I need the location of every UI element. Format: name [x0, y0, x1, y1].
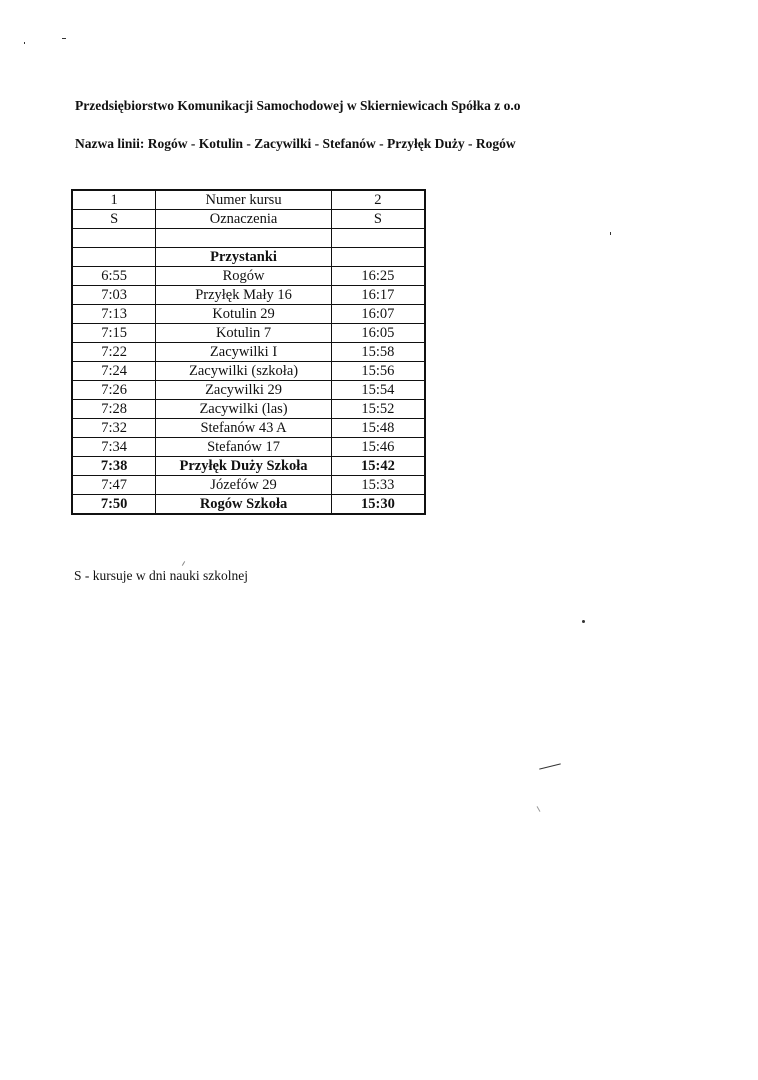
stops-heading-row [72, 248, 425, 267]
stop-row [72, 381, 425, 400]
empty-row [72, 229, 425, 248]
stop-name: Zacywilki (las) [156, 400, 332, 419]
line-name: Nazwa linii: Rogów - Kotulin - Zacywilki - Stefanów - Przyłęk Duży - Rogów [75, 136, 516, 151]
return-time: 16:25 [331, 267, 425, 286]
departure-time: 7:15 [72, 324, 156, 343]
stop-name: Józefów 29 [156, 476, 332, 495]
stop-row [72, 286, 425, 305]
departure-time: 7:34 [72, 438, 156, 457]
stop-row [72, 400, 425, 419]
empty-cell [72, 248, 156, 267]
stop-name: Kotulin 29 [156, 305, 332, 324]
footnote: S - kursuje w dni nauki szkolnej [74, 568, 248, 583]
return-time: 15:33 [331, 476, 425, 495]
departure-time: 7:32 [72, 419, 156, 438]
stop-name: Przyłęk Duży Szkoła [156, 457, 332, 476]
departure-time: 7:03 [72, 286, 156, 305]
departure-time: 7:26 [72, 381, 156, 400]
stop-row [72, 419, 425, 438]
course-number-row [72, 190, 425, 210]
return-time: 15:52 [331, 400, 425, 419]
stop-row [72, 362, 425, 381]
return-time: 15:56 [331, 362, 425, 381]
stop-name: Zacywilki 29 [156, 381, 332, 400]
return-time: 16:07 [331, 305, 425, 324]
empty-cell [72, 229, 156, 248]
scan-speck [24, 42, 25, 44]
stop-name: Przyłęk Mały 16 [156, 286, 332, 305]
scan-speck [537, 806, 541, 812]
stop-row [72, 495, 425, 515]
stop-row [72, 438, 425, 457]
markings-row [72, 210, 425, 229]
stops-heading: Przystanki [156, 248, 332, 267]
course-number-label: Numer kursu [156, 190, 332, 210]
stop-name: Rogów [156, 267, 332, 286]
stop-name: Zacywilki I [156, 343, 332, 362]
return-time: 15:30 [331, 495, 425, 515]
departure-time: 7:24 [72, 362, 156, 381]
stop-name: Stefanów 17 [156, 438, 332, 457]
scan-speck [62, 38, 66, 39]
stop-row [72, 457, 425, 476]
marking-right: S [331, 210, 425, 229]
scan-speck [582, 620, 585, 623]
departure-time: 7:50 [72, 495, 156, 515]
marking-left: S [72, 210, 156, 229]
return-time: 16:05 [331, 324, 425, 343]
return-time: 15:58 [331, 343, 425, 362]
return-time: 15:46 [331, 438, 425, 457]
stop-row [72, 267, 425, 286]
stop-row [72, 324, 425, 343]
empty-cell [331, 229, 425, 248]
departure-time: 7:13 [72, 305, 156, 324]
stop-name: Stefanów 43 A [156, 419, 332, 438]
course-number-right: 2 [331, 190, 425, 210]
stop-row [72, 305, 425, 324]
empty-cell [156, 229, 332, 248]
stop-row [72, 476, 425, 495]
stop-name: Zacywilki (szkoła) [156, 362, 332, 381]
return-time: 16:17 [331, 286, 425, 305]
course-number-left: 1 [72, 190, 156, 210]
stop-name: Rogów Szkoła [156, 495, 332, 515]
departure-time: 7:38 [72, 457, 156, 476]
empty-cell [331, 248, 425, 267]
return-time: 15:48 [331, 419, 425, 438]
return-time: 15:54 [331, 381, 425, 400]
stop-name: Kotulin 7 [156, 324, 332, 343]
departure-time: 7:47 [72, 476, 156, 495]
scan-speck [610, 232, 611, 235]
marking-label: Oznaczenia [156, 210, 332, 229]
company-name: Przedsiębiorstwo Komunikacji Samochodowej w Skierniewicach Spółka z o.o [75, 98, 521, 113]
departure-time: 6:55 [72, 267, 156, 286]
timetable [71, 189, 426, 515]
scan-speck [539, 763, 561, 769]
departure-time: 7:28 [72, 400, 156, 419]
return-time: 15:42 [331, 457, 425, 476]
stop-row [72, 343, 425, 362]
scan-speck [182, 561, 185, 566]
departure-time: 7:22 [72, 343, 156, 362]
